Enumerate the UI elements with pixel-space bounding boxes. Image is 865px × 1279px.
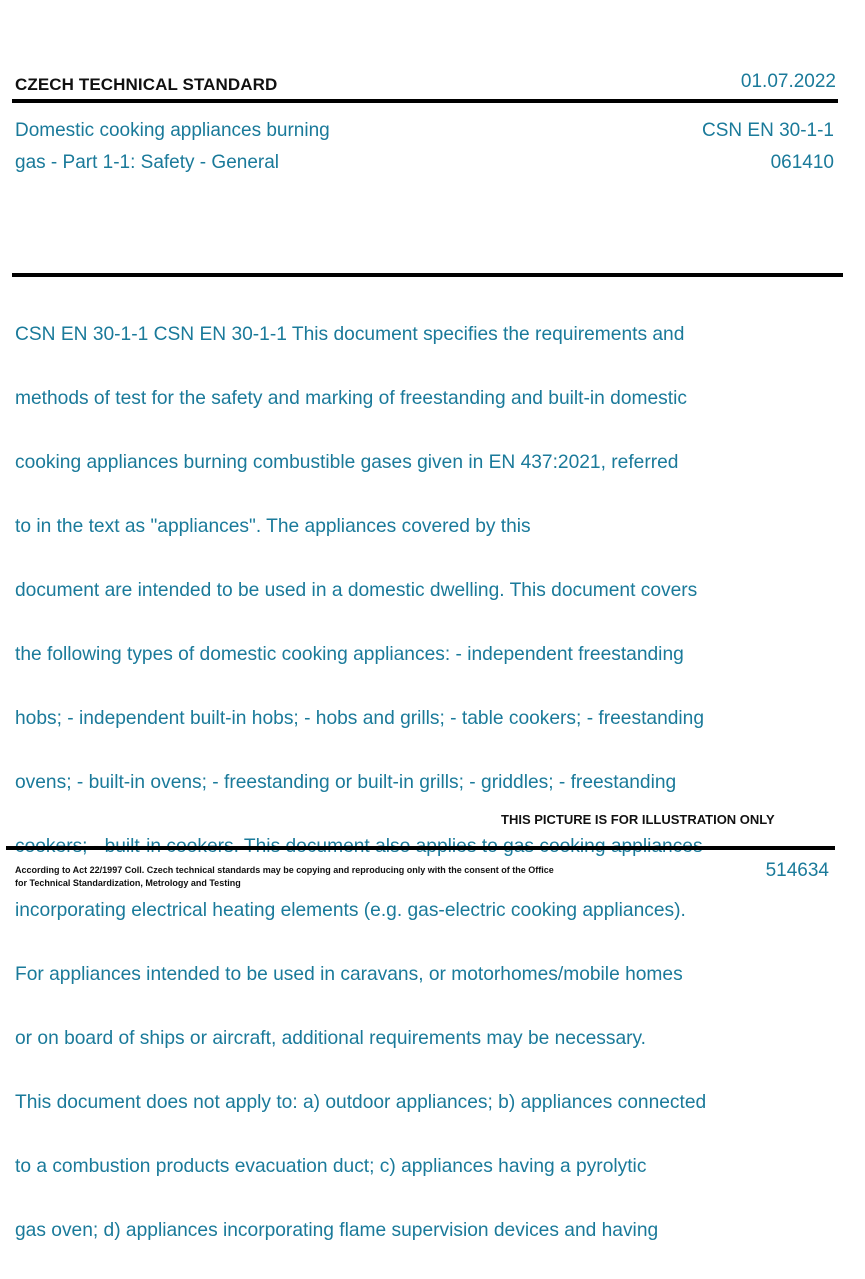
standard-code: CSN EN 30-1-1	[702, 120, 834, 141]
catalog-number: 514634	[765, 860, 829, 881]
publication-date: 01.07.2022	[740, 71, 836, 92]
abstract-line: CSN EN 30-1-1 CSN EN 30-1-1 This document specifies the requirements and	[15, 324, 685, 345]
abstract-line: incorporating electrical heating elements (e.g. gas-electric cooking appliances).	[15, 900, 686, 921]
document-title-line-2: gas - Part 1-1: Safety - General	[15, 152, 280, 173]
document-identifiers	[702, 115, 834, 179]
abstract-line: gas oven; d) appliances incorporating flame supervision devices and having	[15, 1220, 659, 1241]
abstract-line: or on board of ships or aircraft, additional requirements may be necessary.	[15, 1028, 647, 1049]
abstract-line: ovens; - built-in ovens; - freestanding or built-in grills; - griddles; - freestanding	[15, 772, 677, 793]
legal-notice-line-1: According to Act 22/1997 Coll. Czech technical standards may be copying and reproducing only with the consent of the Office	[15, 865, 554, 875]
abstract-line: methods of test for the safety and marking of freestanding and built-in domestic	[15, 388, 687, 409]
abstract-line: the following types of domestic cooking appliances: - independent freestanding	[15, 644, 684, 665]
legal-notice	[15, 864, 585, 890]
abstract-line: to a combustion products evacuation duct; c) appliances having a pyrolytic	[15, 1156, 647, 1177]
section-divider	[12, 273, 843, 277]
illustration-note: THIS PICTURE IS FOR ILLUSTRATION ONLY	[501, 812, 775, 827]
document-title	[15, 115, 435, 179]
abstract-line: hobs; - independent built-in hobs; - hobs and grills; - table cookers; - freestanding	[15, 708, 705, 729]
abstract-line: cooking appliances burning combustible gases given in EN 437:2021, referred	[15, 452, 679, 473]
standard-label: CZECH TECHNICAL STANDARD	[15, 75, 278, 94]
abstract-line: document are intended to be used in a domestic dwelling. This document covers	[15, 580, 698, 601]
abstract-line: For appliances intended to be used in caravans, or motorhomes/mobile homes	[15, 964, 683, 985]
abstract-line: to in the text as "appliances". The appliances covered by this	[15, 516, 531, 537]
classification-number: 061410	[770, 152, 834, 173]
abstract-text	[15, 287, 830, 1279]
header-divider	[12, 99, 838, 103]
legal-notice-line-2: for Technical Standardization, Metrology and Testing	[15, 878, 241, 888]
footer-divider	[6, 846, 835, 850]
abstract-line: This document does not apply to: a) outdoor appliances; b) appliances connected	[15, 1092, 707, 1113]
document-title-line-1: Domestic cooking appliances burning	[15, 120, 330, 141]
